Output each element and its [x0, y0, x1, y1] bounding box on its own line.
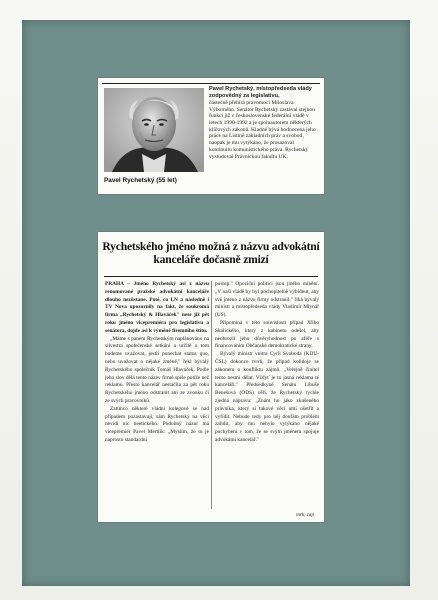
portrait-image	[104, 88, 204, 172]
article-headline: Rychetského jméno možná z názvu advokátní kanceláře dočasně zmizí	[102, 240, 320, 267]
bio-lead: Pavel Rychetský, místopředseda vlády zodpovědný za legislativu,	[209, 86, 312, 99]
article-paragraph: Bývalý ministr vnitra Cyril Svoboda (KDU-ČSL) dokonce tvrdí, že případ kolidoje se zákonem o konfliktu zájmů. „Veřejně činitel tento nesmí dělat. Vždyť je to jasná reklama té kanceláři." Předsedkyně Senátu Libuše Benešová (ODS) věří, že Rychetský rychle zjedná nápravu: „Znám ho jako zkušeného právníka, který si takové věci umí ošetřit a vyřídit. Nebude tedy pro něj doufám problém zalidit, aby mu nebylo vytýkáno nějaké pochybení v tom, že se svým jménem spojuje advokátní kancelář."	[215, 351, 319, 443]
bio-paragraph	[209, 86, 317, 160]
bio-text: částečně přebírá pravomoci Miloslava Výborného. Senátor Rychetský zastával stejnou funkci již v československé federální vládě v letech 1990-1992 a je spoluautorem některých klíčových zákonů. Kladně bývá hodnocena jeho práce na Listině základních práv a svobod, naopak je mu vytýkáno, že prosazoval kontinuitu komunistického práva. Rychetský vystudoval Právnickou fakultu UK.	[209, 99, 316, 160]
article-paragraph: Zatímco některé vládní kolegové se nad případem pozastavují, sám Rychetský na věci nevidí nic neetického. Podobný názor má vicepremiér Pavel Mertlík: „Myslím, že to je naprosto standardní	[105, 405, 209, 443]
profile-box	[102, 83, 320, 189]
newspaper-clipping-article	[98, 232, 324, 522]
article-column-right	[215, 281, 319, 445]
article-paragraph: Připomíná v této souvislosti případ Jiřího Skalického, který z kabinetu odešel, aby neohrozil jeho důvěryhodnost po aféře s financováním Občanské demokratické strany.	[215, 319, 319, 350]
portrait-photo	[104, 88, 204, 172]
article-paragraph: postup." Opoziční politici jsou jiného mínění. „V naší vládě by byl pochopitelně vybídnut, aby své jméno z názvu firmy odstranil," říká bývalý ministr a místopředseda vlády Vladimír Mlynář (US).	[215, 281, 319, 319]
article-column-left	[105, 281, 209, 445]
headline-rule	[104, 276, 318, 277]
photo-caption: Pavel Rychetský (55 let)	[104, 177, 177, 184]
article-paragraph: PRAHA – Jméno Rychetský asi z názvu renomované pražské advokátní kanceláře dlouho nezůstane. Poté, co LN a následně i TV Nova upozornily na fakt, že soukromá firma „Rychetský & Hlaváček" nese již pět roku jméno vicepremiéra pro legislativu a senátora, dojde asi k výměně firemního štítu.	[105, 281, 209, 334]
column-divider	[211, 281, 212, 509]
article-paragraph: „Máme s panem Rychetským naplánováno na silvestra společenské setkání a určitě o tom budeme uvažovat, jestli ponechat status quo, nebo uvažovat o nějaké změně," řekl bývalý Rychetského společník Tomáš Hlaváček. Podle jeho slov dělá tento název firmě spíše potíže než reklamu. Přesto kancelář nestačila za pět roku Rychetského jméno odstranit ani ze zvonku či ze svých pracovníků.	[105, 335, 209, 404]
newspaper-clipping-profile	[98, 78, 324, 194]
author-signature: mrk, zap	[296, 512, 314, 518]
